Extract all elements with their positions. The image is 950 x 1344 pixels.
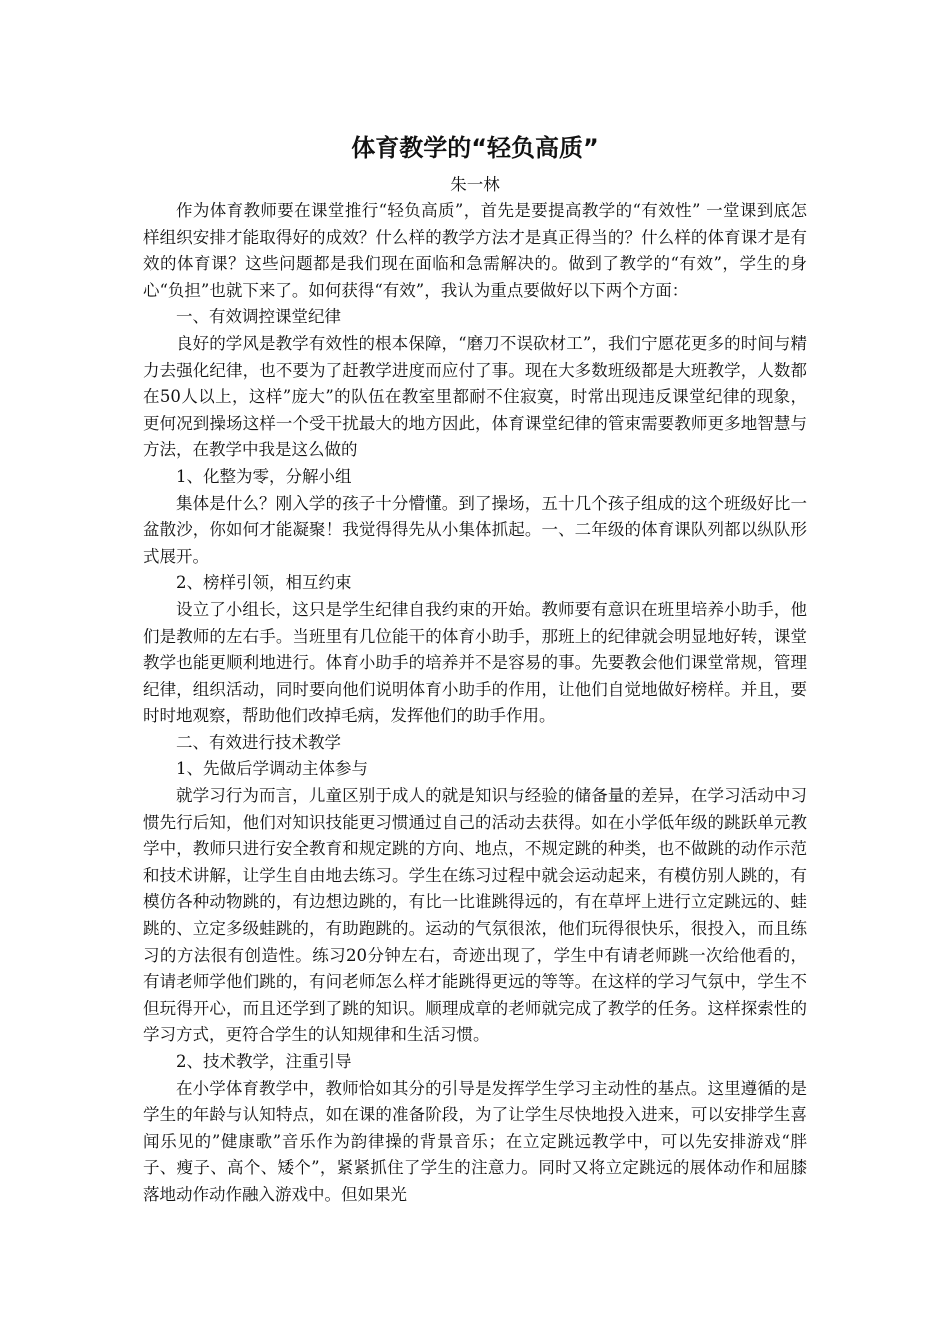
intro-paragraph: 作为体育教师要在课堂推行“轻负高质”，首先是要提高教学的“有效性” 一堂课到底怎样组织安排才能取得好的成效？什么样的教学方法才是真正得当的？什么样的体育课才是有效的体育课？这些问题都是我们现在面临和急需解决的。做到了教学的“有效”，学生的身心“负担”也就下来了。如何获得“有效”，我认为重点要做好以下两个方面： bbox=[143, 201, 807, 300]
section-heading-2: 二、有效进行技术教学 bbox=[176, 732, 341, 752]
section-heading-1: 一、有效调控课堂纪律 bbox=[176, 307, 341, 327]
subsection-2-1-paragraph: 就学习行为而言，儿童区别于成人的就是知识与经验的储备量的差异，在学习活动中习惯先行后知，他们对知识技能更习惯通过自己的活动去获得。如在小学低年级的跳跃单元教学中，教师只进行安全教育和规定跳的方向、地点，不规定跳的种类，也不做跳的动作示范和技术讲解，让学生自由地去练习。学生在练习过程中就会运动起来，有模仿别人跳的，有模仿各种动物跳的，有边想边跳的，有比一比谁跳得远的，有在草坪上进行立定跳远的、蛙跳的、立定多级蛙跳的，有助跑跳的。运动的气氛很浓，他们玩得很快乐，很投入，而且练习的方法很有创造性。练习20分钟左右，奇迹出现了，学生中有请老师跳一次给他看的，有请老师学他们跳的，有问老师怎么样才能跳得更远的等等。在这样的学习气氛中，学生不但玩得开心，而且还学到了跳的知识。顺理成章的老师就完成了教学的任务。这样探索性的学习方式，更符合学生的认知规律和生活习惯。 bbox=[143, 786, 807, 1045]
subsection-2-2-paragraph: 在小学体育教学中，教师恰如其分的引导是发挥学生学习主动性的基点。这里遵循的是学生的年龄与认知特点，如在课的准备阶段，为了让学生尽快地投入进来，可以安排学生喜闻乐见的”健康歌”音乐作为韵律操的背景音乐；在立定跳远教学中，可以先安排游戏“胖子、瘦子、高个、矮个”，紧紧抓住了学生的注意力。同时又将立定跳远的展体动作和屈膝落地动作动作融入游戏中。但如果光 bbox=[143, 1078, 807, 1204]
document-page bbox=[143, 128, 807, 1209]
subsection-heading-1-2: 2、榜样引领，相互约束 bbox=[176, 573, 352, 593]
subsection-heading-1-1: 1、化整为零，分解小组 bbox=[176, 466, 352, 486]
subsection-1-1-paragraph: 集体是什么？刚入学的孩子十分懵懂。到了操场，五十几个孩子组成的这个班级好比一盆散沙，你如何才能凝聚！我觉得得先从小集体抓起。一、二年级的体育课队列都以纵队形式展开。 bbox=[143, 493, 807, 566]
document-title: 体育教学的“轻负高质” bbox=[351, 134, 599, 162]
author-name: 朱一林 bbox=[450, 175, 500, 194]
subsection-heading-2-1: 1、先做后学调动主体参与 bbox=[176, 759, 368, 779]
subsection-heading-2-2: 2、技术教学，注重引导 bbox=[176, 1052, 352, 1071]
section-1-paragraph: 良好的学风是教学有效性的根本保障，“磨刀不误砍材工”，我们宁愿花更多的时间与精力去强化纪律，也不要为了赶教学进度而应付了事。现在大多数班级都是大班教学，人数都在50人以上，这样”庞大”的队伍在教室里都耐不住寂寞，时常出现违反课堂纪律的现象，更何况到操场这样一个受干扰最大的地方因此，体育课堂纪律的管束需要教师更多地智慧与方法，在教学中我是这么做的 bbox=[143, 333, 807, 460]
subsection-1-2-paragraph: 设立了小组长，这只是学生纪律自我约束的开始。教师要有意识在班里培养小助手，他们是教师的左右手。当班里有几位能干的体育小助手，那班上的纪律就会明显地好转，课堂教学也能更顺利地进行。体育小助手的培养并不是容易的事。先要教会他们课堂常规，管理纪律，组织活动，同时要向他们说明体育小助手的作用，让他们自觉地做好榜样。并且，要时时地观察，帮助他们改掉毛病，发挥他们的助手作用。 bbox=[143, 599, 807, 726]
